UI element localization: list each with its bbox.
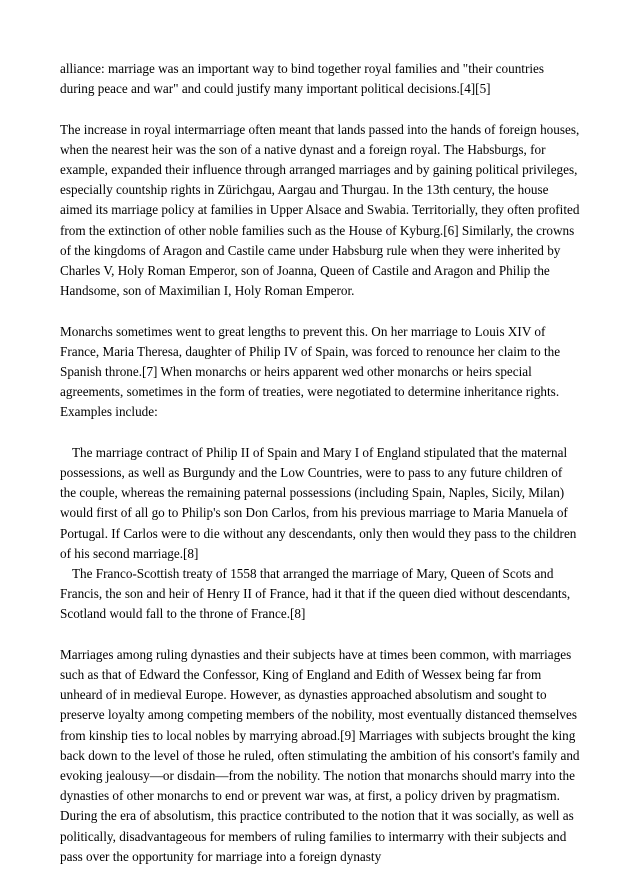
examples-list (60, 443, 580, 625)
document-page (60, 59, 580, 887)
paragraph-alliance: alliance: marriage was an important way to bind together royal families and "their countries during peace and war" and could justify many important political decisions.[4][5] (60, 61, 544, 97)
paragraph-dynasties-subjects: Marriages among ruling dynasties and their subjects have at times been common, with marriages such as that of Edward the Confessor, King of England and Edith of Wessex being far from unheard of in medieval Europe. However, as dynasties approached absolutism and sought to preserve loyalty among competing members of the nobility, most eventually distanced themselves from kinship ties to local nobles by marrying abroad.[9] Marriages with subjects brought the king back down to the level of those he ruled, often stimulating the ambition of his consort's family and evoking jealousy—or disdain—from the nobility. The notion that monarchs should marry into the dynasties of other monarchs to end or prevent war was, at first, a policy driven by pragmatism. During the era of absolutism, this practice contributed to the notion that it was socially, as well as politically, disadvantageous for members of ruling families to intermarry with their subjects and pass over the opportunity for marriage into a foreign dynasty (60, 646, 580, 864)
list-item: The Franco-Scottish treaty of 1558 that arranged the marriage of Mary, Queen of Scots and Francis, the son and heir of Henry II of France, had it that if the queen died without descendants, Scotland would fall to the throne of France.[8] (60, 566, 571, 622)
paragraph-monarchs-prevent: Monarchs sometimes went to great lengths to prevent this. On her marriage to Louis XIV of France, Maria Theresa, daughter of Philip IV of Spain, was forced to renounce her claim to the Spanish throne.[7] When monarchs or heirs apparent wed other monarchs or heirs special agreements, sometimes in the form of treaties, were negotiated to determine inheritance rights. Examples include: (60, 323, 561, 420)
list-item: The marriage contract of Philip II of Spain and Mary I of England stipulated that the maternal possessions, as well as Burgundy and the Low Countries, were to pass to any future children of the couple, whereas the remaining paternal possessions (including Spain, Naples, Sicily, Milan) would first of all go to Philip's son Don Carlos, from his previous marriage to Maria Manuela of Portugal. If Carlos were to die without any descendants, only then would they pass to the children of his second marriage.[8] (60, 444, 577, 561)
paragraph-royal-intermarriage: The increase in royal intermarriage often meant that lands passed into the hands of foreign houses, when the nearest heir was the son of a native dynast and a foreign royal. The Habsburgs, for example, expanded their influence through arranged marriages and by gaining political privileges, especially countship rights in Zürichgau, Aargau and Thurgau. In the 13th century, the house aimed its marriage policy at families in Upper Alsace and Swabia. Territorially, they often profited from the extinction of other noble families such as the House of Kyburg.[6] Similarly, the crowns of the kingdoms of Aragon and Castile came under Habsburg rule when they were inherited by Charles V, Holy Roman Emperor, son of Joanna, Queen of Castile and Aragon and Philip the Handsome, son of Maximilian I, Holy Roman Emperor. (60, 121, 580, 299)
